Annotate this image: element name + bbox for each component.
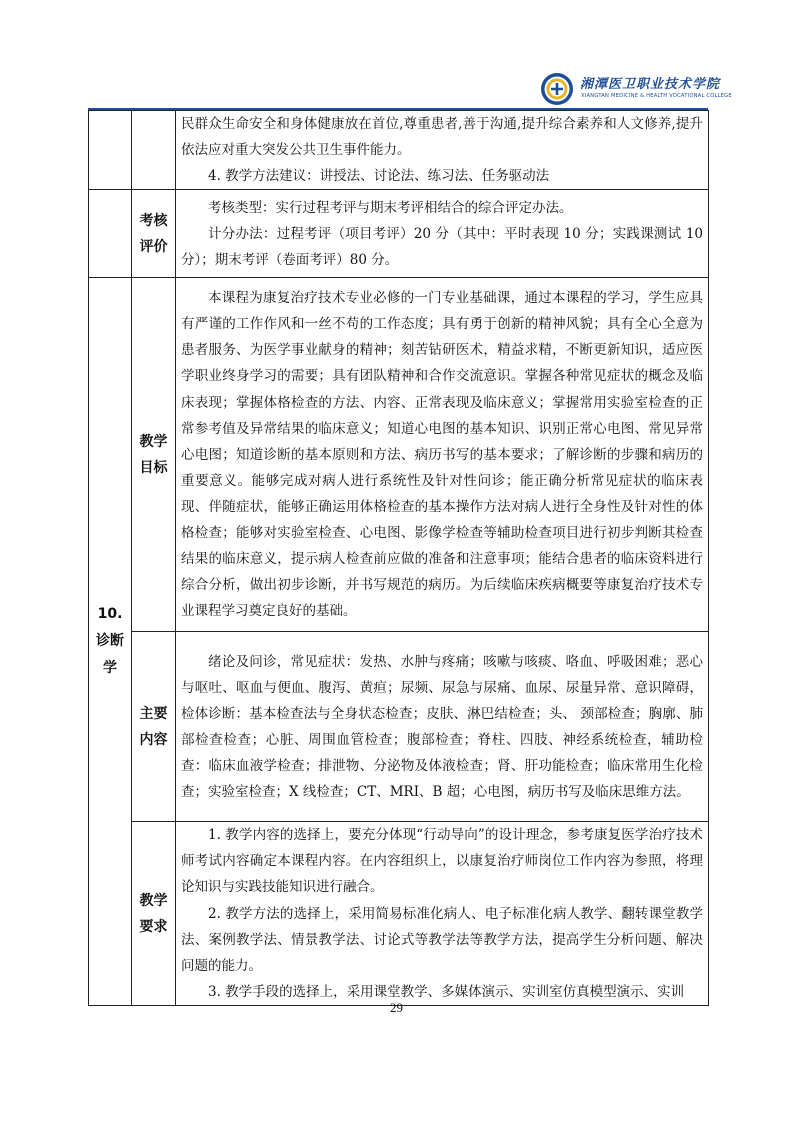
continuation-content bbox=[176, 111, 709, 190]
course-name-cell bbox=[89, 278, 132, 1006]
objectives-paragraph: 本课程为康复治疗技术专业必修的一门专业基础课，通过本课程的学习，学生应具有严谨的工作作风和一丝不苟的工作态度；具有勇于创新的精神风貌；具有全心全意为患者服务、为医学事业献身的精神；刻苦钻研医术，精益求精，不断更新知识，适应医学职业终身学习的需要；具有团队精神和合作交流意识。掌握各种常见症状的概念及临床表现；掌握体格检查的方法、内容、正常表现及临床意义；掌握常用实验室检查的正常参考值及异常结果的临床意义；知道心电图的基本知识、识别正常心电图、常见异常心电图；知道诊断的基本原则和方法、病历书写的基本要求；了解诊断的步骤和病历的重要意义。能够完成对病人进行系统性及针对性问诊；能正确分析常见症状的临床表现、伴随症状，能够正确运用体格检查的基本操作方法对病人进行全身性及针对性的体格检查；能够对实验室检查、心电图、影像学检查等辅助检查项目进行初步判断其检查结果的临床意义，提示病人检查前应做的准备和注意事项；能结合患者的临床资料进行综合分析，做出初步诊断，并书写规范的病历。为后续临床疾病概要等康复治疗技术专业课程学习奠定良好的基础。 bbox=[181, 290, 703, 620]
requirement-paragraph-3: 3. 教学手段的选择上，采用课堂教学、多媒体演示、实训室仿真模型演示、实训 bbox=[208, 983, 685, 1000]
college-logo bbox=[540, 72, 732, 108]
content-label-line2: 内容 bbox=[139, 731, 168, 748]
section-label-blank bbox=[132, 111, 176, 190]
main-content-paragraph: 绪论及问诊，常见症状：发热、水肿与疼痛；咳嗽与咳痰、咯血、呼吸困难；恶心与呕吐、呕血与便血、腹泻、黄疸；尿频、尿急与尿痛、血尿、尿量异常、意识障碍，检体诊断：基本检查法与全身状态检查；皮肤、淋巴结检查；头、 颈部检查；胸廓、肺部检查检查；心脏、周围血管检查；腹部检查；脊柱、四肢、神经系统检查，辅助检查：临床血液学检查；排泄物、分泌物及体液检查；肾、肝功能检查；临床常用生化检查；实验室检查；X 线检查；CT、MRI、B 超；心电图，病历书写及临床思维方法。 bbox=[181, 653, 703, 800]
main-content bbox=[176, 632, 709, 822]
objectives-content bbox=[176, 278, 709, 632]
content-label bbox=[132, 632, 176, 822]
course-column-blank bbox=[89, 111, 132, 190]
assessment-content bbox=[176, 190, 709, 278]
requirement-paragraph-1: 1. 教学内容的选择上，要充分体现“行动导向”的设计理念，参考康复医学治疗技术师考试内容确定本课程内容。在内容组织上，以康复治疗师岗位工作内容为参照，将理论知识与实践技能知识进行融合。 bbox=[181, 827, 703, 896]
course-number: 10. bbox=[97, 606, 123, 623]
curriculum-table bbox=[88, 110, 709, 1006]
content-label-line1: 主要 bbox=[139, 705, 168, 722]
course-name-line2: 学 bbox=[103, 660, 117, 677]
table-row bbox=[89, 278, 709, 632]
continuation-paragraph: 民群众生命安全和身体健康放在首位,尊重患者,善于沟通,提升综合素养和人文修养,提升依法应对重大突发公共卫生事件能力。 bbox=[181, 116, 703, 159]
table-row bbox=[89, 632, 709, 822]
table-row bbox=[89, 822, 709, 1006]
assessment-label-line2: 评价 bbox=[139, 238, 168, 255]
teaching-methods-paragraph: 4. 教学方法建议：讲授法、讨论法、练习法、任务驱动法 bbox=[208, 168, 550, 185]
requirements-content bbox=[176, 822, 709, 1006]
course-name-line1: 诊断 bbox=[96, 633, 124, 650]
objectives-label bbox=[132, 278, 176, 632]
college-emblem-icon bbox=[540, 72, 574, 106]
requirements-label bbox=[132, 822, 176, 1006]
assessment-type-paragraph: 考核类型：实行过程考评与期末考评相结合的综合评定办法。 bbox=[208, 199, 573, 216]
course-column-blank bbox=[89, 190, 132, 278]
table-row bbox=[89, 190, 709, 278]
requirements-label-line1: 教学 bbox=[139, 892, 168, 909]
page-header bbox=[0, 0, 793, 110]
assessment-label-line1: 考核 bbox=[139, 212, 168, 229]
scoring-paragraph: 计分办法：过程考评（项目考评）20 分（其中：平时表现 10 分；实践课测试 10 分）；期末考评（卷面考评）80 分。 bbox=[181, 225, 703, 268]
requirement-paragraph-2: 2. 教学方法的选择上，采用简易标准化病人、电子标准化病人教学、翻转课堂教学法、案例教学法、情景教学法、讨论式等教学法等教学方法，提高学生分析问题、解决问题的能力。 bbox=[181, 905, 703, 974]
table-row bbox=[89, 111, 709, 190]
objectives-label-line1: 教学 bbox=[139, 433, 168, 450]
page-number: 29 bbox=[390, 1000, 403, 1015]
logo-chinese-name: 湘潭医卫职业技术学院 bbox=[580, 77, 721, 92]
requirements-label-line2: 要求 bbox=[139, 918, 168, 935]
assessment-label bbox=[132, 190, 176, 278]
objectives-label-line2: 目标 bbox=[139, 459, 168, 476]
logo-english-name: XIANGTAN MEDICINE & HEALTH VOCATIONAL COLLEGE bbox=[581, 93, 732, 99]
